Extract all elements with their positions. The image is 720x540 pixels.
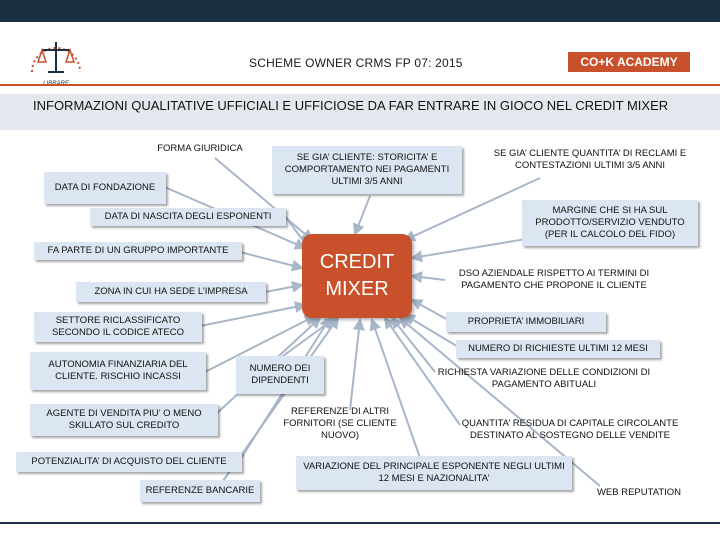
node-potenzialita-acquisto: POTENZIALITA’ DI ACQUISTO DEL CLIENTE — [16, 452, 242, 472]
arrow — [350, 320, 360, 410]
arrow — [200, 305, 305, 326]
node-data-nascita-esponenti: DATA DI NASCITA DEGLI ESPONENTI — [90, 208, 286, 226]
node-margine-prodotto: MARGINE CHE SI HA SUL PRODOTTO/SERVIZIO VENDUTO (PER IL CALCOLO DEL FIDO) — [522, 200, 698, 246]
credit-mixer-center — [302, 234, 412, 318]
arrow — [240, 252, 302, 268]
node-referenze-fornitori: REFERENZE DI ALTRI FORNITORI (SE CLIENTE NUOVO) — [283, 406, 397, 441]
node-zona-sede: ZONA IN CUI HA SEDE L’IMPRESA — [76, 282, 266, 302]
arrow — [355, 196, 370, 234]
arrow — [412, 300, 450, 321]
node-agente-vendita: AGENTE DI VENDITA PIU’ O MENO SKILLATO SUL CREDITO — [30, 404, 218, 436]
node-variazione-condizioni: RICHIESTA VARIAZIONE DELLE CONDIZIONI DI PAGAMENTO ABITUALI — [437, 367, 651, 390]
node-gruppo-importante: FA PARTE DI UN GRUPPO IMPORTANTE — [34, 242, 242, 260]
banner-text: INFORMAZIONI QUALITATIVE UFFICIALI E UFFICIOSE DA FAR ENTRARE IN GIOCO NEL CREDIT MIXER — [33, 98, 669, 113]
node-gia-cliente-storicita: SE GIA’ CLIENTE: STORICITA’ E COMPORTAMENTO NEI PAGAMENTI ULTIMI 3/5 ANNI — [272, 146, 462, 194]
arrow — [392, 318, 435, 372]
arrow — [412, 276, 445, 280]
node-quantita-residua: QUANTITA’ RESIDUA DI CAPITALE CIRCOLANTE DESTINATO AL SOSTEGNO DELLE VENDITE — [461, 418, 679, 441]
header-title: SCHEME OWNER CRMS FP 07: 2015 — [249, 56, 463, 70]
node-referenze-bancarie: REFERENZE BANCARIE — [140, 480, 260, 502]
credit-mixer-label: CREDIT MIXER — [319, 251, 395, 300]
academy-badge: CO+K ACADEMY — [568, 52, 690, 72]
node-data-fondazione: DATA DI FONDAZIONE — [44, 172, 166, 204]
node-variazione-esponente: VARIAZIONE DEL PRINCIPALE ESPONENTE NEGLI ULTIMI 12 MESI E NAZIONALITA’ — [296, 456, 572, 490]
footer-divider — [0, 522, 720, 524]
node-proprieta-immobiliari: PROPRIETA’ IMMOBILIARI — [446, 312, 606, 332]
node-dso-aziendale: DSO AZIENDALE RISPETTO AI TERMINI DI PAGAMENTO CHE PROPONE IL CLIENTE — [458, 268, 650, 291]
node-numero-dipendenti: NUMERO DEI DIPENDENTI — [236, 356, 324, 394]
node-gia-cliente-reclami: SE GIA’ CLIENTE QUANTITA’ DI RECLAMI E CONTESTAZIONI ULTIMI 3/5 ANNI — [493, 148, 687, 171]
arrow — [265, 285, 302, 292]
node-web-reputation: WEB REPUTATION — [596, 487, 682, 498]
node-autonomia-finanziaria: AUTONOMIA FINANZIARIA DEL CLIENTE. RISCHIO INCASSI — [30, 352, 206, 390]
node-forma-giuridica: FORMA GIURIDICA — [157, 143, 243, 154]
node-numero-richieste: NUMERO DI RICHIESTE ULTIMI 12 MESI — [456, 340, 660, 358]
node-settore-ateco: SETTORE RICLASSIFICATO SECONDO IL CODICE ATECO — [34, 312, 202, 342]
